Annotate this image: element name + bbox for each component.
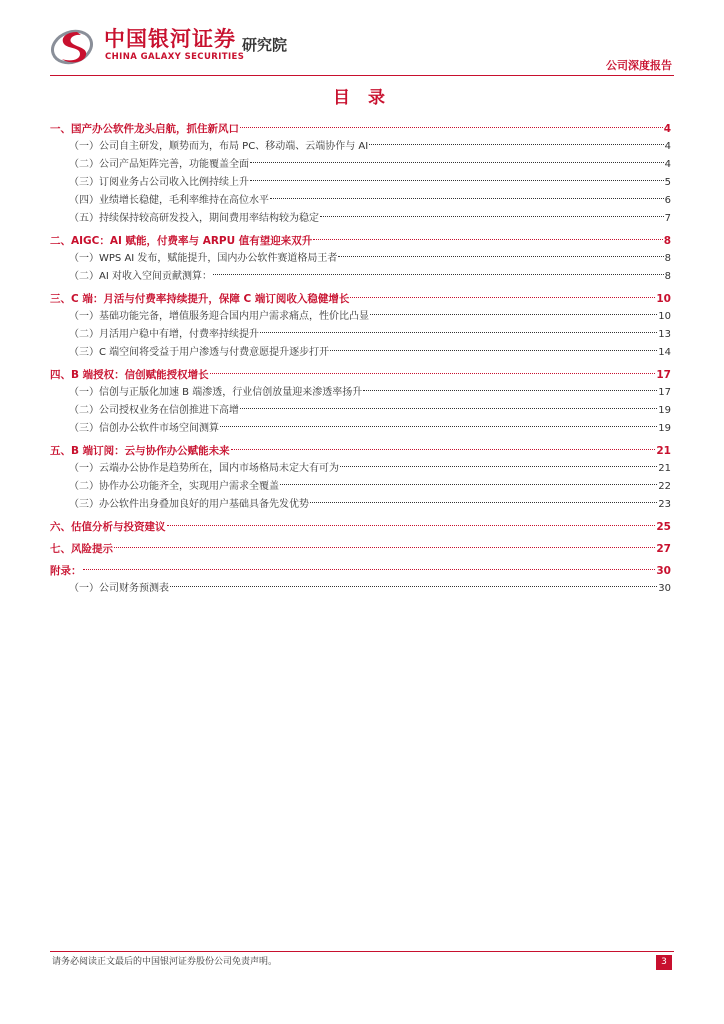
toc-subsection-entry[interactable] bbox=[50, 326, 671, 344]
brand-name-cn: 中国银河证券 bbox=[104, 27, 236, 51]
toc-title: 目 录 bbox=[333, 88, 391, 108]
footer-divider bbox=[50, 951, 674, 952]
toc-subsection-entry[interactable] bbox=[50, 580, 671, 598]
toc-subsection-entry[interactable] bbox=[50, 210, 671, 228]
toc-dot-leader bbox=[350, 297, 655, 298]
toc-entry-title: （二）协作办公功能齐全，实现用户需求全覆盖 bbox=[69, 481, 279, 492]
toc-entry-page: 17 bbox=[656, 369, 671, 381]
toc-section-entry[interactable] bbox=[50, 290, 671, 308]
toc-entry-page: 27 bbox=[656, 543, 671, 555]
toc-subsection-entry[interactable] bbox=[50, 308, 671, 326]
toc-subsection-entry[interactable] bbox=[50, 496, 671, 514]
toc-subsection-entry[interactable] bbox=[50, 156, 671, 174]
toc-entry-page: 10 bbox=[656, 293, 671, 305]
toc-entry-title: （一）公司财务预测表 bbox=[69, 583, 169, 594]
toc-dot-leader bbox=[320, 216, 664, 217]
toc-dot-leader bbox=[369, 144, 663, 145]
toc-entry-page: 4 bbox=[664, 159, 671, 170]
toc-subsection-entry[interactable] bbox=[50, 402, 671, 420]
toc-dot-leader bbox=[167, 525, 656, 526]
toc-entry-page: 8 bbox=[663, 235, 671, 247]
toc-dot-leader bbox=[114, 547, 655, 548]
toc-dot-leader bbox=[340, 466, 657, 467]
toc-dot-leader bbox=[270, 198, 664, 199]
toc-entry-page: 30 bbox=[656, 565, 671, 577]
toc-section-entry[interactable] bbox=[50, 366, 671, 384]
toc-section-entry[interactable] bbox=[50, 120, 671, 138]
toc-dot-leader bbox=[260, 332, 657, 333]
toc-entry-page: 30 bbox=[658, 583, 671, 594]
toc-entry-page: 4 bbox=[664, 141, 671, 152]
toc-entry-page: 13 bbox=[658, 329, 671, 340]
toc-dot-leader bbox=[240, 127, 663, 128]
toc-entry-title: （一）WPS AI 发布，赋能提升，国内办公软件赛道格局王者 bbox=[69, 253, 338, 264]
table-of-contents bbox=[50, 120, 671, 598]
brand-name-en: CHINA GALAXY SECURITIES bbox=[105, 52, 245, 62]
toc-entry-page: 4 bbox=[663, 123, 671, 135]
toc-section-entry[interactable] bbox=[50, 232, 671, 250]
toc-dot-leader bbox=[370, 314, 657, 315]
page-number: 3 bbox=[656, 955, 672, 970]
toc-entry-page: 5 bbox=[664, 177, 671, 188]
toc-dot-leader bbox=[231, 449, 656, 450]
toc-entry-title: （一）基础功能完备，增值服务迎合国内用户需求痛点，性价比凸显 bbox=[69, 311, 369, 322]
toc-entry-title: （二）公司产品矩阵完善，功能覆盖全面 bbox=[69, 159, 249, 170]
report-type-label: 公司深度报告 bbox=[606, 59, 672, 72]
toc-dot-leader bbox=[213, 274, 664, 275]
toc-entry-title: （二）公司授权业务在信创推进下高增 bbox=[69, 405, 239, 416]
toc-entry-title: （一）云端办公协作是趋势所在，国内市场格局未定大有可为 bbox=[69, 463, 339, 474]
toc-dot-leader bbox=[170, 586, 657, 587]
toc-entry-title: （三）C 端空间将受益于用户渗透与付费意愿提升逐步打开 bbox=[69, 347, 330, 358]
toc-dot-leader bbox=[250, 162, 664, 163]
toc-entry-title: （一）信创与正版化加速 B 端渗透，行业信创放量迎来渗透率扬升 bbox=[69, 387, 363, 398]
toc-entry-page: 21 bbox=[658, 463, 671, 474]
toc-entry-title: （一）公司自主研发，顺势而为，布局 PC、移动端、云端协作与 AI bbox=[69, 141, 369, 152]
toc-section-entry[interactable] bbox=[50, 562, 671, 580]
toc-subsection-entry[interactable] bbox=[50, 250, 671, 268]
toc-entry-title: 二、AIGC：AI 赋能，付费率与 ARPU 值有望迎来双升 bbox=[50, 235, 313, 247]
toc-entry-page: 25 bbox=[656, 521, 671, 533]
toc-subsection-entry[interactable] bbox=[50, 460, 671, 478]
toc-dot-leader bbox=[280, 484, 657, 485]
toc-entry-page: 21 bbox=[656, 445, 671, 457]
toc-dot-leader bbox=[220, 426, 657, 427]
toc-subsection-entry[interactable] bbox=[50, 268, 671, 286]
toc-entry-page: 10 bbox=[658, 311, 671, 322]
toc-entry-page: 17 bbox=[658, 387, 671, 398]
toc-entry-page: 14 bbox=[658, 347, 671, 358]
toc-subsection-entry[interactable] bbox=[50, 420, 671, 438]
toc-entry-title: 七、风险提示 bbox=[50, 543, 113, 555]
toc-entry-title: 一、国产办公软件龙头启航，抓住新风口 bbox=[50, 123, 239, 135]
toc-entry-title: （二）AI 对收入空间贡献测算： bbox=[69, 271, 212, 282]
toc-entry-title: （四）业绩增长稳健，毛利率维持在高位水平 bbox=[69, 195, 269, 206]
toc-section-entry[interactable] bbox=[50, 518, 671, 536]
toc-section-entry[interactable] bbox=[50, 540, 671, 558]
toc-dot-leader bbox=[240, 408, 657, 409]
galaxy-logo-icon bbox=[50, 26, 96, 66]
toc-entry-title: （三）订阅业务占公司收入比例持续上升 bbox=[69, 177, 249, 188]
toc-dot-leader bbox=[310, 502, 657, 503]
toc-dot-leader bbox=[83, 569, 656, 570]
toc-entry-page: 7 bbox=[664, 213, 671, 224]
toc-entry-page: 8 bbox=[664, 271, 671, 282]
toc-dot-leader bbox=[313, 239, 662, 240]
toc-entry-page: 6 bbox=[664, 195, 671, 206]
institute-label: 研究院 bbox=[242, 36, 288, 54]
toc-entry-title: 三、C 端：月活与付费率持续提升，保障 C 端订阅收入稳健增长 bbox=[50, 293, 350, 305]
toc-dot-leader bbox=[210, 373, 656, 374]
toc-entry-title: 附录： bbox=[50, 565, 82, 577]
toc-subsection-entry[interactable] bbox=[50, 344, 671, 362]
toc-entry-page: 8 bbox=[664, 253, 671, 264]
toc-entry-title: 六、估值分析与投资建议 bbox=[50, 521, 166, 533]
toc-subsection-entry[interactable] bbox=[50, 192, 671, 210]
toc-dot-leader bbox=[250, 180, 664, 181]
toc-subsection-entry[interactable] bbox=[50, 138, 671, 156]
toc-dot-leader bbox=[363, 390, 657, 391]
disclaimer-text: 请务必阅读正文最后的中国银河证券股份公司免责声明。 bbox=[52, 957, 278, 967]
toc-entry-page: 19 bbox=[658, 423, 671, 434]
toc-subsection-entry[interactable] bbox=[50, 384, 671, 402]
header-divider bbox=[50, 75, 674, 76]
toc-dot-leader bbox=[330, 350, 657, 351]
toc-section-entry[interactable] bbox=[50, 442, 671, 460]
toc-entry-title: （五）持续保持较高研发投入，期间费用率结构较为稳定 bbox=[69, 213, 319, 224]
toc-entry-title: （三）信创办公软件市场空间测算 bbox=[69, 423, 219, 434]
toc-entry-title: 五、B 端订阅：云与协作办公赋能未来 bbox=[50, 445, 230, 457]
toc-subsection-entry[interactable] bbox=[50, 174, 671, 192]
toc-entry-page: 23 bbox=[658, 499, 671, 510]
toc-entry-title: （二）月活用户稳中有增，付费率持续提升 bbox=[69, 329, 259, 340]
toc-subsection-entry[interactable] bbox=[50, 478, 671, 496]
toc-dot-leader bbox=[338, 256, 663, 257]
toc-entry-page: 22 bbox=[658, 481, 671, 492]
toc-entry-title: （三）办公软件出身叠加良好的用户基础具备先发优势 bbox=[69, 499, 309, 510]
toc-entry-page: 19 bbox=[658, 405, 671, 416]
toc-entry-title: 四、B 端授权：信创赋能授权增长 bbox=[50, 369, 209, 381]
